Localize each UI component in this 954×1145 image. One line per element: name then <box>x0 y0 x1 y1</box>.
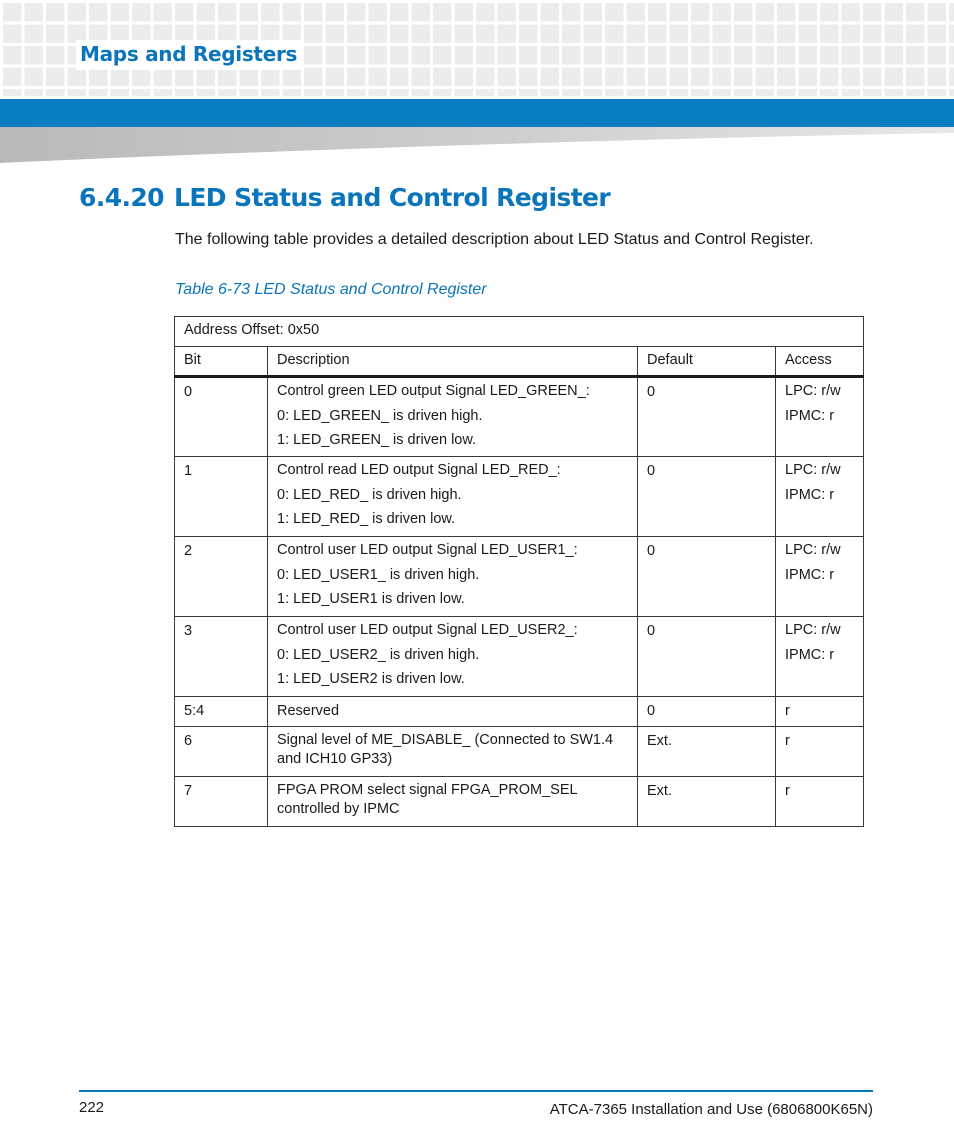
access-line: IPMC: r <box>785 486 835 503</box>
table-row <box>175 727 864 777</box>
access-line: IPMC: r <box>785 566 835 583</box>
description-cell <box>268 537 638 617</box>
bit-cell: 3 <box>175 617 268 697</box>
description-line: 1: LED_GREEN_ is driven low. <box>277 432 477 448</box>
access-line: LPC: r/w <box>785 542 841 558</box>
table-header-row <box>175 347 864 377</box>
description-cell: Signal level of ME_DISABLE_ (Connected to SW1.4 and ICH10 GP33) <box>268 727 638 777</box>
access-cell: r <box>776 697 864 727</box>
default-cell: 0 <box>638 377 776 457</box>
access-cell: r <box>776 727 864 777</box>
table-caption: Table 6-73 LED Status and Control Register <box>175 281 487 298</box>
description-line: Control green LED output Signal LED_GREEN_: <box>277 383 590 399</box>
column-header-description: Description <box>268 347 638 377</box>
bit-cell: 1 <box>175 457 268 537</box>
access-line: LPC: r/w <box>785 383 841 399</box>
access-cell <box>776 457 864 537</box>
default-cell: Ext. <box>638 727 776 777</box>
description-cell: Reserved <box>268 697 638 727</box>
bit-cell: 0 <box>175 377 268 457</box>
intro-paragraph: The following table provides a detailed description about LED Status and Control Register. <box>175 231 814 248</box>
column-header-bit: Bit <box>175 347 268 377</box>
description-cell <box>268 377 638 457</box>
section-number: 6.4.20 <box>79 183 164 212</box>
description-line: 1: LED_USER2 is driven low. <box>277 671 465 687</box>
description-cell: FPGA PROM select signal FPGA_PROM_SEL controlled by IPMC <box>268 777 638 827</box>
access-cell <box>776 537 864 617</box>
column-header-default: Default <box>638 347 776 377</box>
bit-cell: 7 <box>175 777 268 827</box>
default-cell: Ext. <box>638 777 776 827</box>
default-cell: 0 <box>638 537 776 617</box>
table-row <box>175 697 864 727</box>
bit-cell: 5:4 <box>175 697 268 727</box>
description-line: Control read LED output Signal LED_RED_: <box>277 462 561 478</box>
access-line: IPMC: r <box>785 646 835 663</box>
default-cell: 0 <box>638 457 776 537</box>
description-line: 0: LED_GREEN_ is driven high. <box>277 407 483 424</box>
table-row <box>175 617 864 697</box>
description-line: Control user LED output Signal LED_USER2_: <box>277 622 578 638</box>
description-line: 0: LED_USER1_ is driven high. <box>277 566 480 583</box>
bit-cell: 2 <box>175 537 268 617</box>
description-cell <box>268 457 638 537</box>
bit-cell: 6 <box>175 727 268 777</box>
access-cell <box>776 617 864 697</box>
access-cell: r <box>776 777 864 827</box>
default-cell: 0 <box>638 617 776 697</box>
header-blue-bar <box>0 99 954 127</box>
section-heading <box>79 181 610 215</box>
page-number: 222 <box>79 1099 105 1116</box>
chapter-title: Maps and Registers <box>76 40 301 70</box>
footer-rule <box>79 1090 873 1092</box>
address-offset-row <box>175 317 864 347</box>
column-header-access: Access <box>776 347 864 377</box>
table-row <box>175 457 864 537</box>
address-offset-cell: Address Offset: 0x50 <box>175 317 864 347</box>
register-table <box>174 316 864 827</box>
access-line: IPMC: r <box>785 407 835 424</box>
description-line: 0: LED_USER2_ is driven high. <box>277 646 480 663</box>
description-line: 0: LED_RED_ is driven high. <box>277 486 462 503</box>
description-cell <box>268 617 638 697</box>
default-cell: 0 <box>638 697 776 727</box>
description-line: Control user LED output Signal LED_USER1_: <box>277 542 578 558</box>
table-row <box>175 377 864 457</box>
access-line: LPC: r/w <box>785 462 841 478</box>
section-title: LED Status and Control Register <box>174 183 611 212</box>
description-line: 1: LED_RED_ is driven low. <box>277 511 456 527</box>
description-line: 1: LED_USER1 is driven low. <box>277 591 465 607</box>
access-line: LPC: r/w <box>785 622 841 638</box>
header-swoosh <box>0 127 954 165</box>
table-row <box>175 777 864 827</box>
table-row <box>175 537 864 617</box>
document-title: ATCA-7365 Installation and Use (6806800K65N) <box>549 1101 873 1118</box>
access-cell <box>776 377 864 457</box>
